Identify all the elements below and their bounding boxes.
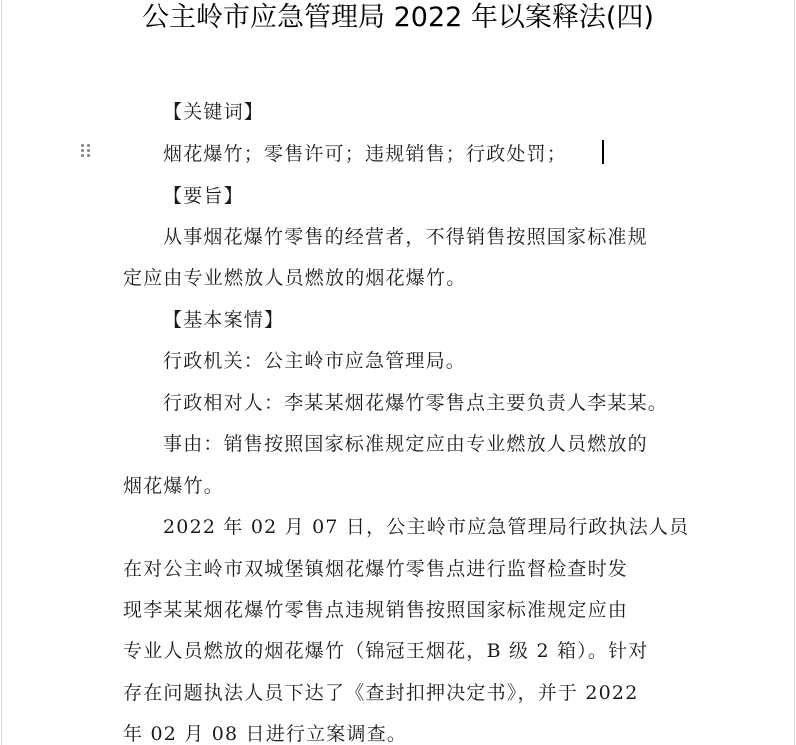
keywords-text[interactable]: 烟花爆竹；零售许可；违规销售；行政处罚； — [163, 143, 568, 165]
document-title: 公主岭市应急管理局 2022 年以案释法(四) — [142, 2, 654, 33]
gist-heading: 【要旨】 — [163, 185, 244, 207]
gist-line-1: 从事烟花爆竹零售的经营者，不得销售按照国家标准规 — [163, 226, 648, 248]
keywords-heading: 【关键词】 — [163, 101, 265, 123]
gist-line-2: 定应由专业燃放人员燃放的烟花爆竹。 — [123, 267, 467, 289]
body-line-5: 存在问题执法人员下达了《查封扣押决定书》，并于 2022 — [123, 682, 639, 704]
body-line-3: 现李某某烟花爆竹零售点违规销售按照国家标准规定应由 — [123, 599, 629, 621]
text-cursor — [602, 140, 604, 164]
body-line-2: 在对公主岭市双城堡镇烟花爆竹零售点进行监督检查时发 — [123, 558, 629, 580]
body-line-4: 专业人员燃放的烟花爆竹（锦冠王烟花，B 级 2 箱）。针对 — [123, 640, 649, 662]
page-border-left — [1, 0, 2, 745]
agency-line: 行政机关：公主岭市应急管理局。 — [163, 350, 467, 372]
body-line-6: 年 02 月 08 日进行立案调查。 — [123, 723, 408, 745]
body-line-1: 2022 年 02 月 07 日，公主岭市应急管理局行政执法人员 — [163, 516, 690, 538]
counterparty-line: 行政相对人：李某某烟花爆竹零售点主要负责人李某某。 — [163, 392, 669, 414]
page-border-right — [794, 0, 795, 745]
drag-handle-icon[interactable] — [80, 143, 92, 159]
facts-heading: 【基本案情】 — [163, 309, 285, 331]
cause-line-2: 烟花爆竹。 — [123, 475, 225, 497]
cause-line-1: 事由：销售按照国家标准规定应由专业燃放人员燃放的 — [163, 433, 648, 455]
